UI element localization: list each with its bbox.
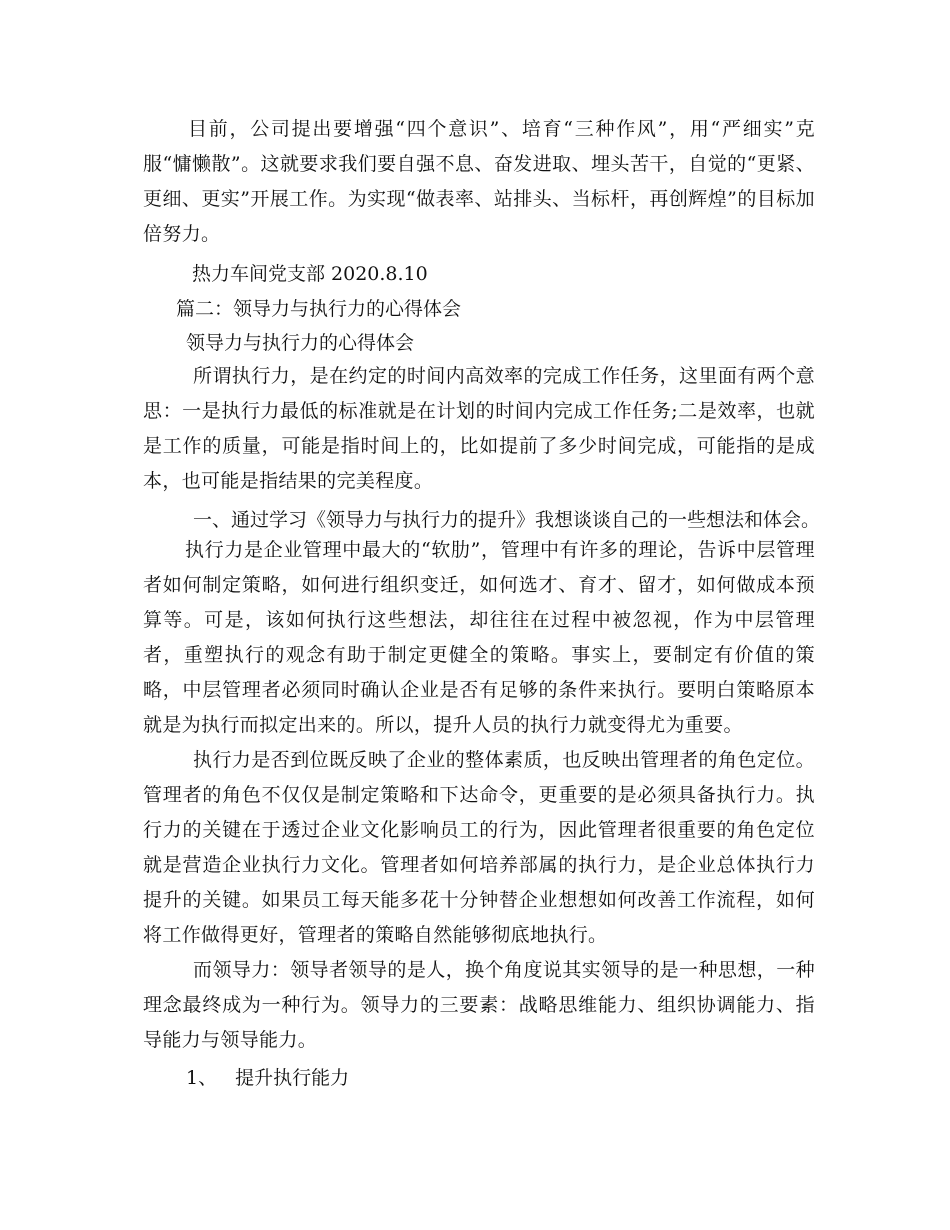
paragraph-role bbox=[143, 743, 815, 953]
subsection-heading: 一、通过学习《领导力与执行力的提升》我想谈谈自己的一些想法和体会。 bbox=[193, 509, 821, 531]
paragraph-text: 目前，公司提出要增强“四个意识”、培育“三种作风”，用“严细实”克服“慵懒散”。这就要求我们要自强不息、奋发进取、埋头苦干，自觉的“更紧、更细、更实”开展工作。为实现“做表率、站排头、当标杆，再创辉煌”的目标加倍努力。 bbox=[143, 118, 815, 245]
paragraph-text: 执行力是企业管理中最大的“软肋”，管理中有许多的理论，告诉中层管理者如何制定策略，如何进行组织变迁，如何选才、育才、留才，如何做成本预算等。可是，该如何执行这些想法，却往往在过程中被忽视，作为中层管理者，重塑执行的观念有助于制定更健全的策略。事实上，要制定有价值的策略，中层管理者必须同时确认企业是否有足够的条件来执行。要明白策略原本就是为执行而拟定出来的。所以，提升人员的执行力就变得尤为重要。 bbox=[143, 539, 815, 736]
paragraph-definition bbox=[143, 359, 815, 499]
paragraph-weakness bbox=[143, 533, 815, 743]
section-title: 领导力与执行力的心得体会 bbox=[186, 332, 415, 354]
paragraph-leadership bbox=[143, 953, 815, 1058]
paragraph-intro bbox=[143, 112, 815, 252]
paragraph-text: 所谓执行力，是在约定的时间内高效率的完成工作任务，这里面有两个意思：一是执行力最低的标准就是在计划的时间内完成工作任务;二是效率，也就是工作的质量，可能是指时间上的，比如提前了多少时间完成，可能指的是成本，也可能是指结果的完美程度。 bbox=[143, 365, 815, 492]
paragraph-text: 而领导力：领导者领导的是人，换个角度说其实领导的是一种思想，一种理念最终成为一种行为。领导力的三要素：战略思维能力、组织协调能力、指导能力与领导能力。 bbox=[143, 959, 815, 1051]
signature-line: 热力车间党支部 2020.8.10 bbox=[192, 263, 428, 285]
section-heading: 篇二：领导力与执行力的心得体会 bbox=[176, 298, 462, 320]
paragraph-text: 执行力是否到位既反映了企业的整体素质，也反映出管理者的角色定位。管理者的角色不仅仅是制定策略和下达命令，更重要的是必须具备执行力。执行力的关键在于透过企业文化影响员工的行为，因此管理者很重要的角色定位就是营造企业执行力文化。管理者如何培养部属的执行力，是企业总体执行力提升的关键。如果员工每天能多花十分钟替企业想想如何改善工作流程，如何将工作做得更好，管理者的策略自然能够彻底地执行。 bbox=[143, 749, 815, 946]
list-item-heading: 1、 提升执行能力 bbox=[186, 1067, 350, 1089]
